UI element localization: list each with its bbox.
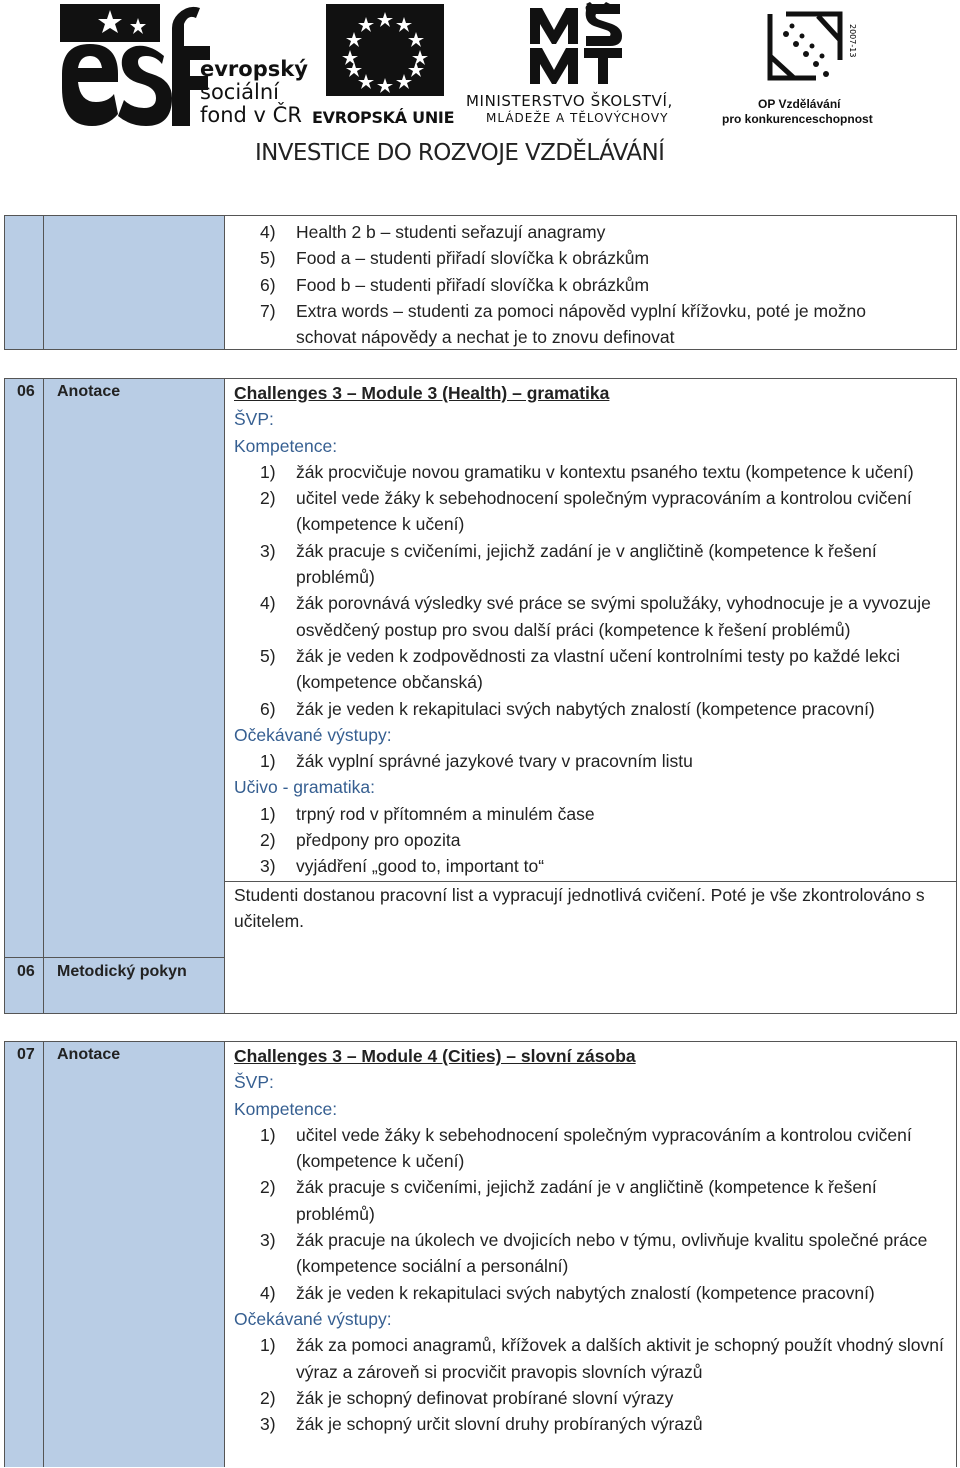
eu-flag-icon <box>326 4 444 96</box>
svp-label: ŠVP: <box>234 1072 274 1093</box>
list-item: 1) trpný rod v přítomném a minulém čase <box>260 803 595 824</box>
ucivo-label: Učivo - gramatika: <box>234 777 376 798</box>
list-item: 2) učitel vede žáky k sebehodnocení společným vypracováním a kontrolou cvičení (kompetence k učení) <box>260 488 912 535</box>
vystupy-list <box>225 1332 944 1437</box>
table-block-07 <box>4 1041 957 1467</box>
eu-label: EVROPSKÁ UNIE <box>312 108 455 127</box>
list-item: 3) žák pracuje na úkolech ve dvojicích nebo v týmu, ovlivňuje kvalitu společné práce (kompetence sociální a personální) <box>260 1230 928 1277</box>
label-column <box>44 379 225 1013</box>
list-item: 4) Health 2 b – studenti seřazují anagramy <box>260 222 606 242</box>
msmt-logo <box>466 4 716 130</box>
eu-logo <box>312 4 462 130</box>
list-item: 5) Food a – studenti přiřadí slovíčka k obrázkům <box>260 248 650 269</box>
op-line-1: OP Vzdělávání <box>758 97 841 111</box>
row-label-anotace: Anotace <box>57 383 121 400</box>
label-column <box>44 216 225 349</box>
kompetence-list <box>225 1122 944 1306</box>
list-item: 1) učitel vede žáky k sebehodnocení společným vypracováním a kontrolou cvičení (kompetence k učení) <box>260 1124 912 1172</box>
list-item: 3) vyjádření „good to, important to“ <box>260 856 545 877</box>
content-column <box>225 1042 956 1467</box>
number-column <box>5 216 44 349</box>
banner-title: INVESTICE DO ROZVOJE VZDĚLÁVÁNÍ <box>255 140 665 166</box>
table-block-continuation <box>4 215 957 350</box>
logo-header <box>0 0 960 175</box>
vystupy-list <box>225 748 944 774</box>
content-column <box>225 379 956 1013</box>
list-item: 3) žák je schopný určit slovní druhy probíraných výrazů <box>260 1414 703 1435</box>
op-line-2: pro konkurenceschopnost <box>722 112 873 126</box>
list-item: 5) žák je veden k zodpovědnosti za vlastní učení kontrolními testy po každé lekci (kompetence občanská) <box>260 645 901 693</box>
list-item: 2) žák pracuje s cvičeními, jejichž zadání je v angličtině (kompetence k řešení problémů) <box>260 1177 877 1224</box>
table-block-06 <box>4 378 957 1014</box>
row-label-metodicky-pokyn: Metodický pokyn <box>57 963 187 980</box>
esf-mark-icon <box>60 4 210 129</box>
esf-logo <box>50 4 308 134</box>
kompetence-label: Kompetence: <box>234 1098 338 1119</box>
list-item: 1) žák za pomoci anagramů, křížovek a dalších aktivit je schopný použít vhodný slovní výraz a zároveň si procvičit pravopis slovních výrazů <box>260 1335 944 1382</box>
list-item: 2) žák je schopný definovat probírané slovní výrazy <box>260 1387 674 1408</box>
label-column <box>44 1042 225 1467</box>
number-column <box>5 1042 44 1467</box>
esf-line-1: evropský <box>200 57 308 81</box>
ucivo-list <box>225 801 944 880</box>
module-heading: Challenges 3 – Module 4 (Cities) – slovní zásoba <box>234 1046 636 1066</box>
op-years: 2007-13 <box>848 24 857 58</box>
op-logo <box>722 4 892 130</box>
list-item: 1) žák procvičuje novou gramatiku v kontextu psaného textu (kompetence k učení) <box>260 461 914 482</box>
row-number: 06 <box>17 963 35 980</box>
list-item: 3) žák pracuje s cvičeními, jejichž zadání je v angličtině (kompetence k řešení problémů) <box>260 540 877 588</box>
list-item: 1) žák vyplní správné jazykové tvary v pracovním listu <box>260 751 693 772</box>
list-item: 7) Extra words – studenti za pomoci nápověd vyplní křížovku, poté je možno schovat nápovědy a nechat je to znovu definovat <box>260 300 867 348</box>
pokyn-cell <box>225 881 956 935</box>
list-item: 6) Food b – studenti přiřadí slovíčka k obrázkům <box>260 274 650 295</box>
kompetence-label: Kompetence: <box>234 435 338 456</box>
list-item: 6) žák je veden k rekapitulaci svých nabytých znalostí (kompetence pracovní) <box>260 698 875 719</box>
kompetence-list <box>225 459 944 722</box>
row-label-anotace: Anotace <box>57 1046 121 1063</box>
list-item: 4) žák porovnává výsledky své práce se svými spolužáky, vyhodnocuje je a vyvozuje osvědčený postup pro svou další práci (kompetence k řešení problémů) <box>260 593 931 640</box>
list-item: 2) předpony pro opozita <box>260 830 461 851</box>
svp-label: ŠVP: <box>234 409 274 430</box>
row-number: 07 <box>17 1046 35 1063</box>
op-mark-icon <box>756 4 856 90</box>
vystupy-label: Očekávané výstupy: <box>234 724 392 745</box>
esf-line-2: sociální <box>200 80 280 104</box>
msmt-line-2: MLÁDEŽE A TĚLOVÝCHOVY <box>486 111 669 125</box>
content-column <box>225 216 956 349</box>
activity-list <box>225 219 956 350</box>
list-item: 4) žák je veden k rekapitulaci svých nabytých znalostí (kompetence pracovní) <box>260 1282 875 1303</box>
vystupy-label: Očekávané výstupy: <box>234 1308 392 1329</box>
number-column <box>5 379 44 1013</box>
row-number: 06 <box>17 383 35 400</box>
metodicky-pokyn-text: Studenti dostanou pracovní list a vypracují jednotlivá cvičení. Poté je vše zkontrolováno s učitelem. <box>234 884 925 931</box>
msmt-mark-icon <box>528 4 624 86</box>
msmt-line-1: MINISTERSTVO ŠKOLSTVÍ, <box>466 92 673 110</box>
module-heading: Challenges 3 – Module 3 (Health) – gramatika <box>234 383 610 403</box>
esf-line-3: fond v ČR <box>200 103 302 127</box>
